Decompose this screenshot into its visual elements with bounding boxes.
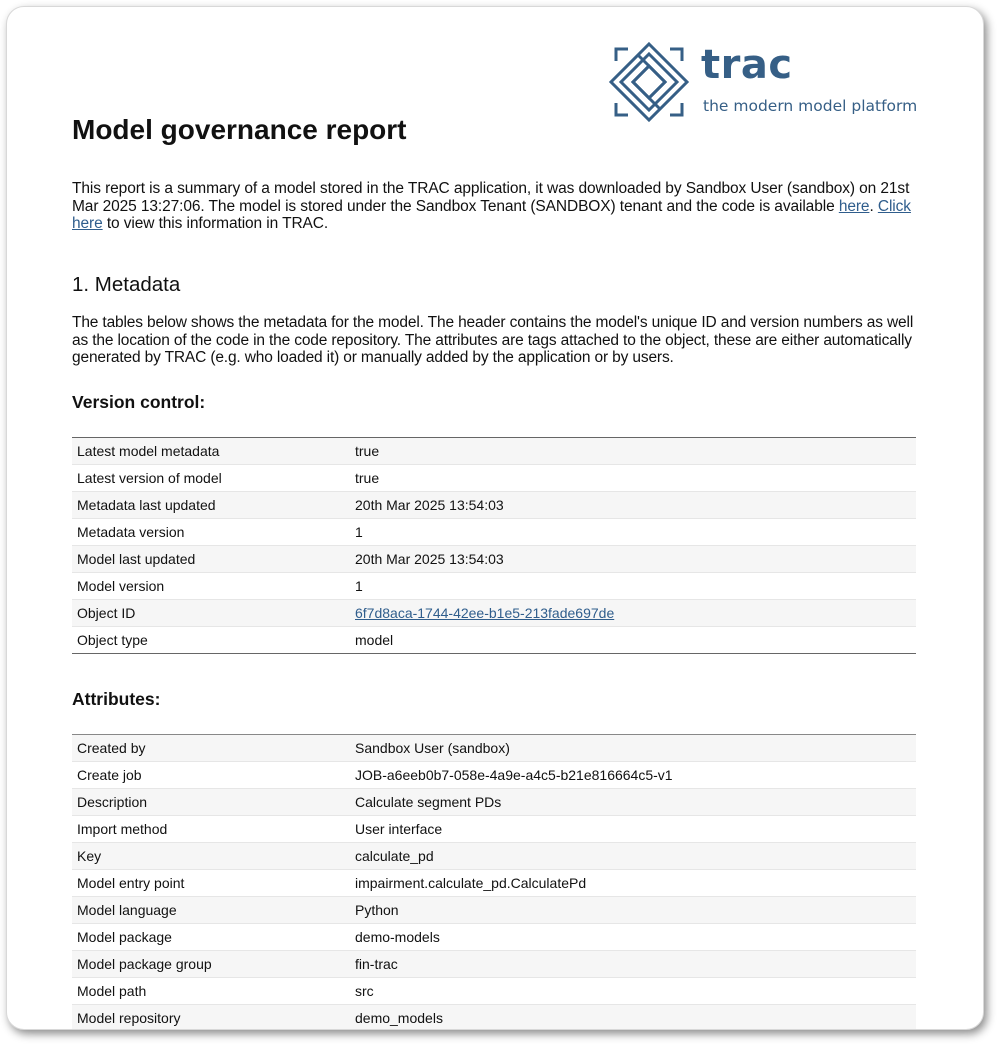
table-row — [72, 1005, 916, 1031]
logo-tagline: the modern model platform — [703, 97, 918, 115]
table-row — [72, 546, 916, 573]
trac-logo-icon — [608, 41, 690, 123]
table-row — [72, 573, 916, 600]
code-repo-link[interactable]: here — [838, 197, 870, 215]
row-key: Object type — [72, 627, 350, 654]
attributes-heading: Attributes: — [72, 689, 161, 709]
metadata-description: The tables below shows the metadata for the model. The header contains the model's unique ID and version numbers as well as the location of the code in the code repository. The attributes are tags attached to the object, these are either automatically generated by TRAC (e.g. who loaded it) or manually added by the application or by users. — [72, 314, 914, 366]
row-key: Key — [72, 843, 350, 870]
row-key: Model package — [72, 924, 350, 951]
metadata-heading: 1. Metadata — [72, 273, 181, 296]
row-value: fin-trac — [350, 951, 916, 978]
row-key: Model package group — [72, 951, 350, 978]
row-value: Calculate segment PDs — [350, 789, 916, 816]
report-intro — [72, 180, 932, 233]
trac-logo — [608, 41, 928, 127]
report-page — [6, 6, 984, 1030]
intro-separator: . — [869, 197, 878, 215]
table-row — [72, 843, 916, 870]
table-row — [72, 924, 916, 951]
row-value: User interface — [350, 816, 916, 843]
version-control-heading: Version control: — [72, 392, 206, 412]
row-value: 20th Mar 2025 13:54:03 — [350, 492, 916, 519]
row-value: Sandbox User (sandbox) — [350, 735, 916, 762]
row-value: impairment.calculate_pd.CalculatePd — [350, 870, 916, 897]
table-row — [72, 762, 916, 789]
object-id-link[interactable]: 6f7d8aca-1744-42ee-b1e5-213fade697de — [355, 605, 615, 621]
row-value: calculate_pd — [350, 843, 916, 870]
row-value — [350, 600, 916, 627]
row-key: Model version — [72, 573, 350, 600]
view-in-trac-link[interactable]: Click here — [72, 197, 911, 232]
table-row — [72, 600, 916, 627]
table-row — [72, 465, 916, 492]
attributes-table — [72, 734, 916, 1030]
table-row — [72, 735, 916, 762]
row-value: 20th Mar 2025 13:54:03 — [350, 546, 916, 573]
row-value: Python — [350, 897, 916, 924]
row-key: Description — [72, 789, 350, 816]
report-title: Model governance report — [72, 114, 407, 145]
row-key: Latest version of model — [72, 465, 350, 492]
row-value: 1 — [350, 573, 916, 600]
row-key: Metadata last updated — [72, 492, 350, 519]
row-value: JOB-a6eeb0b7-058e-4a9e-a4c5-b21e816664c5-v1 — [350, 762, 916, 789]
row-key: Create job — [72, 762, 350, 789]
row-key: Object ID — [72, 600, 350, 627]
row-value: demo_models — [350, 1005, 916, 1031]
row-key: Model language — [72, 897, 350, 924]
row-key: Model last updated — [72, 546, 350, 573]
row-key: Model repository — [72, 1005, 350, 1031]
row-value: model — [350, 627, 916, 654]
table-row — [72, 789, 916, 816]
row-key: Import method — [72, 816, 350, 843]
row-value: true — [350, 438, 916, 465]
table-row — [72, 978, 916, 1005]
table-row — [72, 438, 916, 465]
intro-text: This report is a summary of a model stored in the TRAC application, it was downloaded by Sandbox User (sandbox) on 21st Mar 2025 13:27:06. The model is stored under the Sandbox Tenant (SANDBOX) tenant and the code is available — [72, 180, 910, 215]
table-row — [72, 627, 916, 654]
logo-wordmark: trac — [701, 42, 793, 88]
row-key: Model path — [72, 978, 350, 1005]
row-key: Model entry point — [72, 870, 350, 897]
row-value: src — [350, 978, 916, 1005]
row-value: 1 — [350, 519, 916, 546]
row-key: Created by — [72, 735, 350, 762]
row-key: Metadata version — [72, 519, 350, 546]
table-row — [72, 492, 916, 519]
table-row — [72, 951, 916, 978]
table-row — [72, 897, 916, 924]
row-value: true — [350, 465, 916, 492]
table-row — [72, 816, 916, 843]
row-value: demo-models — [350, 924, 916, 951]
table-row — [72, 519, 916, 546]
row-key: Latest model metadata — [72, 438, 350, 465]
table-row — [72, 870, 916, 897]
intro-tail: to view this information in TRAC. — [102, 215, 329, 232]
version-control-table — [72, 437, 916, 654]
